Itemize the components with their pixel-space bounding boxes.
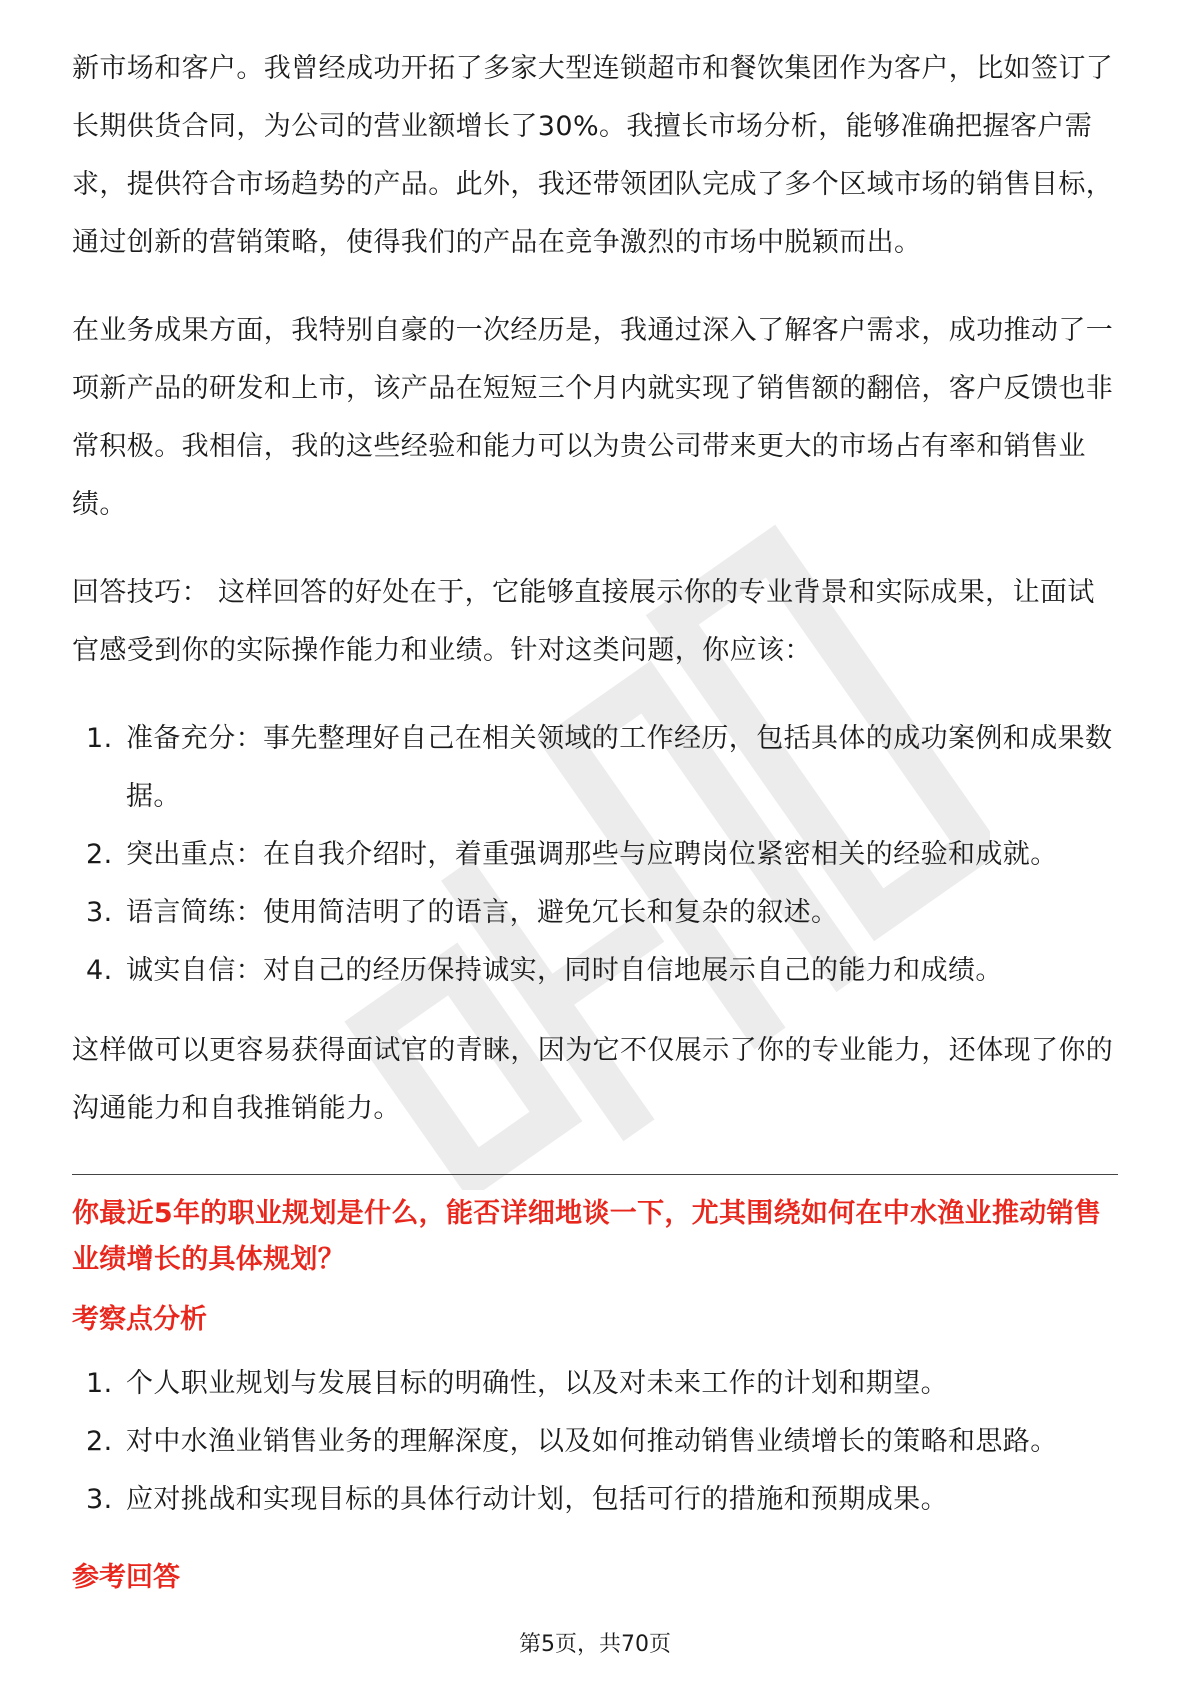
tips-list (72, 710, 1118, 1000)
list-item (72, 1355, 1118, 1413)
list-item (72, 1413, 1118, 1471)
list-number: 2. (86, 839, 113, 870)
list-number: 3. (86, 897, 113, 928)
list-item (72, 942, 1118, 1000)
section-divider (72, 1174, 1118, 1175)
achievement-paragraph: 在业务成果方面，我特别自豪的一次经历是，我通过深入了解客户需求，成功推动了一项新产品的研发和上市，该产品在短短三个月内就实现了销售额的翻倍，客户反馈也非常积极。我相信，我的这些经验和能力可以为贵公司带来更大的市场占有率和销售业绩。 (72, 315, 1114, 520)
list-text: 突出重点：在自我介绍时，着重强调那些与应聘岗位紧密相关的经验和成就。 (126, 839, 1058, 870)
closing-paragraph: 这样做可以更容易获得面试官的青睐，因为它不仅展示了你的专业能力，还体现了你的沟通能力和自我推销能力。 (72, 1035, 1114, 1124)
list-number: 2. (86, 1426, 113, 1457)
list-text: 应对挑战和实现目标的具体行动计划，包括可行的措施和预期成果。 (126, 1484, 948, 1515)
list-item (72, 826, 1118, 884)
document-page (72, 40, 1118, 1613)
analysis-heading: 考察点分析 (72, 1304, 207, 1335)
analysis-list (72, 1355, 1118, 1529)
list-number: 1. (86, 723, 113, 754)
list-item (72, 884, 1118, 942)
list-text: 语言简练：使用简洁明了的语言，避免冗长和复杂的叙述。 (126, 897, 839, 928)
list-number: 3. (86, 1484, 113, 1515)
list-item (72, 710, 1118, 826)
list-text: 个人职业规划与发展目标的明确性，以及对未来工作的计划和期望。 (126, 1368, 948, 1399)
list-text: 对中水渔业销售业务的理解深度，以及如何推动销售业绩增长的策略和思路。 (126, 1426, 1058, 1457)
tips-paragraph: 回答技巧： 这样回答的好处在于，它能够直接展示你的专业背景和实际成果，让面试官感受到你的实际操作能力和业绩。针对这类问题，你应该： (72, 577, 1095, 666)
intro-paragraph: 新市场和客户。我曾经成功开拓了多家大型连锁超市和餐饮集团作为客户，比如签订了长期供货合同，为公司的营业额增长了30%。我擅长市场分析，能够准确把握客户需求，提供符合市场趋势的产品。此外，我还带领团队完成了多个区域市场的销售目标，通过创新的营销策略，使得我们的产品在竞争激烈的市场中脱颖而出。 (72, 53, 1114, 258)
list-number: 4. (86, 955, 113, 986)
reference-heading: 参考回答 (72, 1562, 180, 1593)
list-item (72, 1471, 1118, 1529)
list-number: 1. (86, 1368, 113, 1399)
page-footer: 第5页，共70页 (519, 1632, 671, 1657)
interview-question: 你最近5年的职业规划是什么，能否详细地谈一下，尤其围绕如何在中水渔业推动销售业绩增长的具体规划？ (72, 1198, 1102, 1275)
list-text: 准备充分：事先整理好自己在相关领域的工作经历，包括具体的成功案例和成果数据。 (126, 723, 1113, 812)
list-text: 诚实自信：对自己的经历保持诚实，同时自信地展示自己的能力和成绩。 (126, 955, 1003, 986)
